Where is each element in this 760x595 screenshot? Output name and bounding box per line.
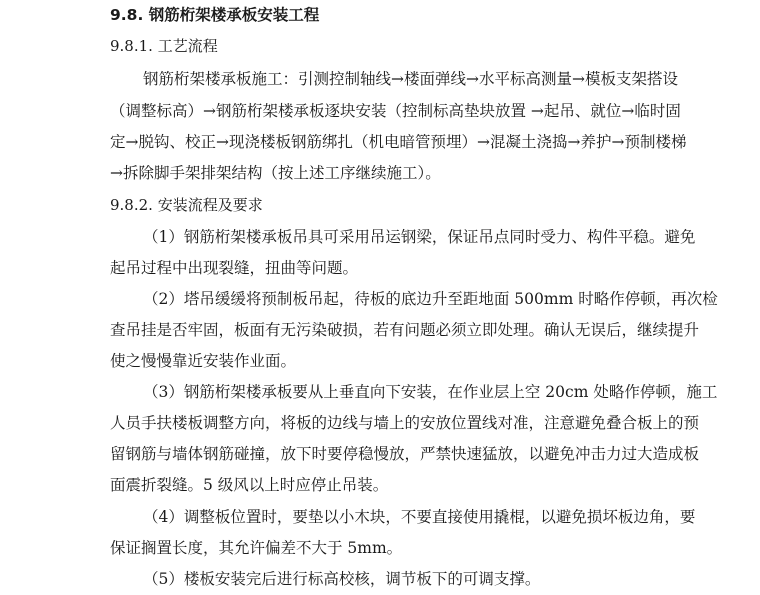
process-line-3: 定→脱钩、校正→现浇楼板钢筋绑扎（机电暗管预埋）→混凝土浇捣→养护→预制楼梯: [110, 133, 687, 151]
install-item-5-line-1: （5）楼板安装完后进行标高校核，调节板下的可调支撑。: [143, 570, 541, 588]
install-item-2-line-3: 使之慢慢靠近安装作业面。: [110, 352, 297, 370]
install-item-3-line-2: 人员手扶楼板调整方向，将板的边线与墙上的安放位置线对准，注意避免叠合板上的预: [110, 414, 700, 432]
install-item-2-line-1: （2）塔吊缓缓将预制板吊起，待板的底边升至距地面 500mm 时略作停顿，再次检: [143, 290, 718, 308]
install-item-3-line-1: （3）钢筋桁架楼承板要从上垂直向下安装，在作业层上空 20cm 处略作停顿，施工: [143, 383, 718, 401]
install-item-1-line-2: 起吊过程中出现裂缝，扭曲等问题。: [110, 259, 359, 277]
install-item-4-line-2: 保证搁置长度，其允许偏差不大于 5mm。: [110, 539, 403, 557]
process-line-4: →拆除脚手架排架结构（按上述工序继续施工）。: [110, 164, 441, 182]
section-title: 9.8. 钢筋桁架楼承板安装工程: [110, 6, 320, 24]
process-heading: 9.8.1. 工艺流程: [110, 37, 218, 55]
install-item-1-line-1: （1）钢筋桁架楼承板吊具可采用吊运钢梁，保证吊点同时受力、构件平稳。避免: [143, 228, 696, 246]
install-item-3-line-4: 面震折裂缝。5 级风以上时应停止吊装。: [110, 476, 389, 494]
install-heading: 9.8.2. 安装流程及要求: [110, 196, 263, 214]
install-item-4-line-1: （4）调整板位置时，要垫以小木块，不要直接使用撬棍，以避免损坏板边角，要: [143, 508, 696, 526]
process-line-1: 钢筋桁架楼承板施工：引测控制轴线→楼面弹线→水平标高测量→模板支架搭设: [143, 70, 678, 88]
install-item-2-line-2: 查吊挂是否牢固，板面有无污染破损，若有问题必须立即处理。确认无误后，继续提升: [110, 321, 700, 339]
install-item-3-line-3: 留钢筋与墙体钢筋碰撞，放下时要停稳慢放，严禁快速猛放，以避免冲击力过大造成板: [110, 445, 700, 463]
process-line-2: （调整标高）→钢筋桁架楼承板逐块安装（控制标高垫块放置 →起吊、就位→临时固: [110, 102, 681, 120]
